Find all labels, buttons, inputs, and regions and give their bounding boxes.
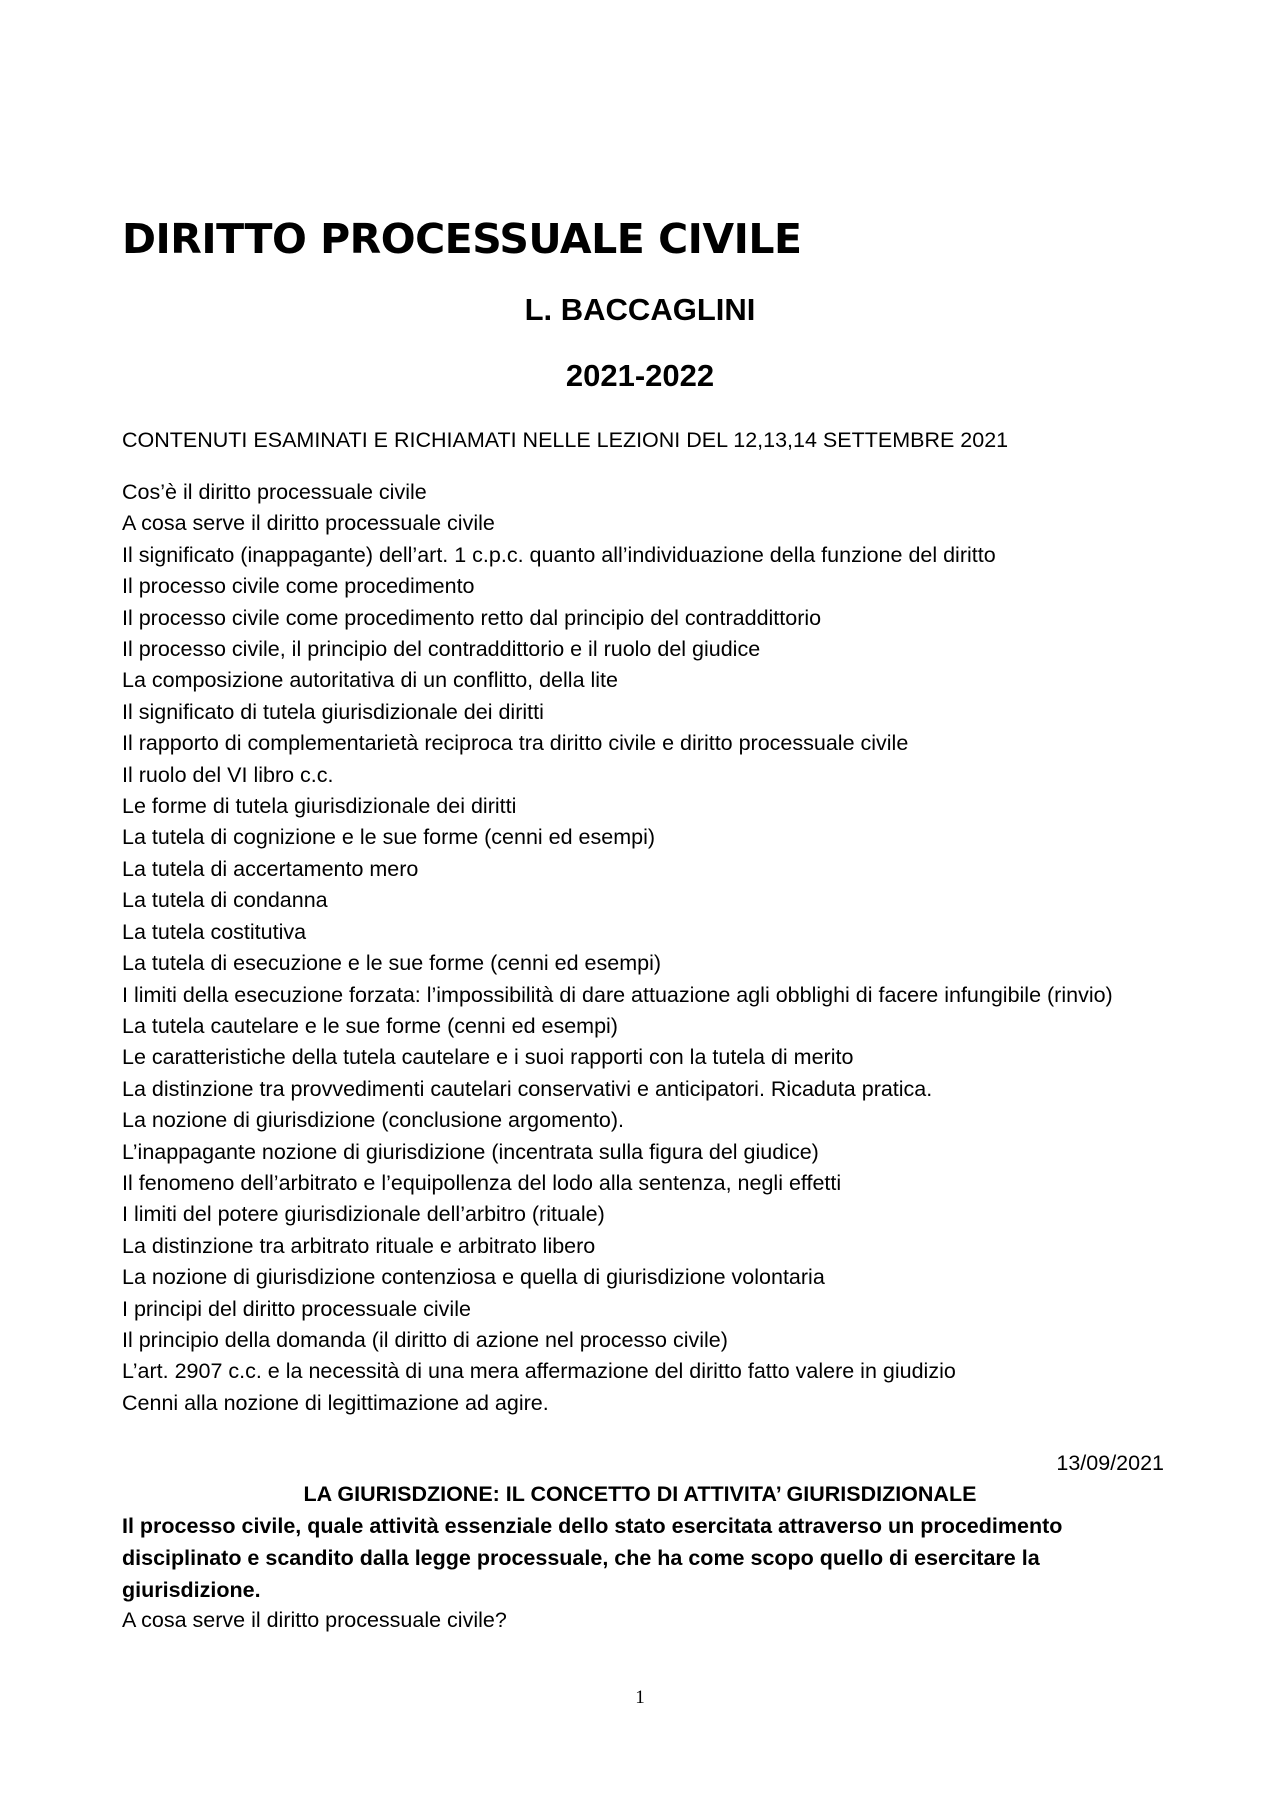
author-name: L. BACCAGLINI (524, 292, 756, 327)
topic-item: Il fenomeno dell’arbitrato e l’equipollenza del lodo alla sentenza, negli effetti (122, 1170, 842, 1195)
bold-paragraph: Il processo civile, quale attività essenziale dello stato esercitata attraverso un procedimento disciplinato e scandito dalla legge processuale, che ha come scopo quello di esercitare la giurisdizione. (122, 1514, 1063, 1602)
topic-item: Il rapporto di complementarietà reciproca tra diritto civile e diritto processuale civile (122, 731, 909, 756)
topic-item: Cos’è il diritto processuale civile (122, 480, 427, 504)
topic-item: Il processo civile come procedimento (122, 574, 475, 599)
topic-item: Le caratteristiche della tutela cautelare e i suoi rapporti con la tutela di merito (122, 1045, 854, 1070)
topics-list (122, 477, 1182, 1419)
topic-item: Il principio della domanda (il diritto di azione nel processo civile) (122, 1327, 728, 1352)
topic-item: La nozione di giurisdizione (conclusione argomento). (122, 1108, 624, 1133)
topic-item: La distinzione tra provvedimenti cautelari conservativi e anticipatori. Ricaduta pratica. (122, 1076, 933, 1101)
lessons-subtitle: CONTENUTI ESAMINATI E RICHIAMATI NELLE LEZIONI DEL 12,13,14 SETTEMBRE 2021 (122, 428, 1009, 452)
topic-item: Il processo civile come procedimento retto dal principio del contraddittorio (122, 605, 822, 630)
academic-year: 2021-2022 (565, 358, 715, 393)
topic-item: La composizione autoritativa di un conflitto, della lite (122, 668, 618, 693)
topic-item: La tutela di esecuzione e le sue forme (cenni ed esempi) (122, 951, 662, 976)
topic-item: La tutela di condanna (122, 888, 328, 913)
topic-item: Cenni alla nozione di legittimazione ad agire. (122, 1390, 549, 1415)
topic-item: Le forme di tutela giurisdizionale dei diritti (122, 794, 517, 819)
topic-item: Il significato di tutela giurisdizionale dei diritti (122, 699, 544, 724)
page-number: 1 (635, 1687, 645, 1708)
topic-item: Il processo civile, il principio del contraddittorio e il ruolo del giudice (122, 637, 761, 662)
topic-item: La tutela costitutiva (122, 919, 307, 944)
topic-item: Il ruolo del VI libro c.c. (122, 762, 334, 787)
document-title: DIRITTO PROCESSUALE CIVILE (122, 215, 802, 263)
question-text: A cosa serve il diritto processuale civile? (122, 1608, 507, 1632)
topic-item: L’art. 2907 c.c. e la necessità di una mera affermazione del diritto fatto valere in giudizio (122, 1359, 956, 1384)
topic-item: Il significato (inappagante) dell’art. 1 c.p.c. quanto all’individuazione della funzione del diritto (122, 542, 996, 567)
topic-item: A cosa serve il diritto processuale civile (122, 511, 495, 536)
topic-item: I principi del diritto processuale civile (122, 1296, 471, 1321)
topic-item: La tutela di accertamento mero (122, 856, 419, 881)
topic-item: La tutela cautelare e le sue forme (cenni ed esempi) (122, 1013, 618, 1038)
section-heading: LA GIURISDZIONE: IL CONCETTO DI ATTIVITA’ GIURISDIZIONALE (303, 1482, 977, 1506)
topic-item: I limiti della esecuzione forzata: l’impossibilità di dare attuazione agli obblighi di facere infungibile (rinvio) (122, 982, 1113, 1007)
lesson-date: 13/09/2021 (1056, 1451, 1164, 1475)
topic-item: La nozione di giurisdizione contenziosa e quella di giurisdizione volontaria (122, 1265, 825, 1290)
topic-item: L’inappagante nozione di giurisdizione (incentrata sulla figura del giudice) (122, 1139, 819, 1164)
topic-item: La tutela di cognizione e le sue forme (cenni ed esempi) (122, 825, 656, 850)
topic-item: La distinzione tra arbitrato rituale e arbitrato libero (122, 1233, 596, 1258)
topic-item: I limiti del potere giurisdizionale dell’arbitro (rituale) (122, 1202, 605, 1227)
